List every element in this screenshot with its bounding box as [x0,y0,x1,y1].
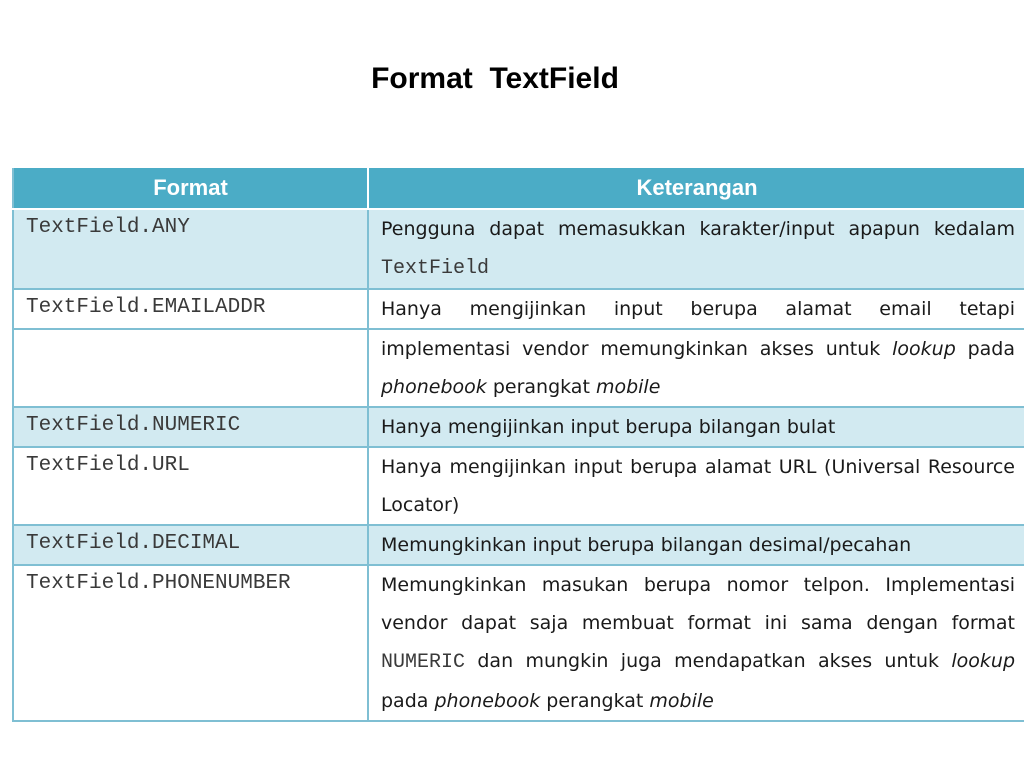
description-text: perangkat [546,690,644,712]
table-row [13,209,1024,289]
description-text: Memungkinkan masukan berupa nomor telpon. Implementasi vendor dapat saja membuat format ini sama dengan format [381,574,1015,634]
description-text: Pengguna dapat memasukkan karakter/input apapun kedalam [381,218,1015,240]
description-text: dan mungkin juga mendapatkan akses untuk [477,650,940,672]
format-cell [13,329,368,407]
format-table [12,168,1024,722]
description-text: Hanya mengijinkan input berupa alamat email tetapi [381,298,1015,320]
table-header-row [13,168,1024,209]
column-header-keterangan: Keterangan [368,168,1024,209]
table-row [13,329,1024,407]
format-cell: TextField.PHONENUMBER [13,565,368,721]
description-italic: lookup [892,338,956,360]
description-cell [368,407,1024,447]
table-row [13,525,1024,565]
description-italic: phonebook [434,690,541,712]
description-cell [368,565,1024,721]
description-text: perangkat [492,376,590,398]
description-cell [368,289,1024,329]
description-italic: mobile [649,690,714,712]
description-text: implementasi vendor memungkinkan akses untuk [381,338,881,360]
description-text: Hanya mengijinkan input berupa bilangan bulat [381,416,836,438]
page-title: Format TextField [371,62,619,95]
format-cell: TextField.URL [13,447,368,525]
column-header-format: Format [13,168,368,209]
format-cell: TextField.ANY [13,209,368,289]
description-cell [368,209,1024,289]
description-text: pada [967,338,1016,360]
description-italic: phonebook [381,376,487,398]
description-code: TextField [381,257,490,280]
description-text: pada [381,690,429,712]
description-text: Memungkinkan input berupa bilangan desimal/pecahan [381,534,912,556]
description-cell [368,447,1024,525]
format-table-container [12,168,1024,722]
description-cell [368,525,1024,565]
table-row [13,565,1024,721]
format-cell: TextField.NUMERIC [13,407,368,447]
format-cell: TextField.DECIMAL [13,525,368,565]
description-text: Hanya mengijinkan input berupa alamat URL (Universal Resource Locator) [381,456,1015,516]
description-italic: mobile [595,376,661,398]
table-row [13,447,1024,525]
description-code: NUMERIC [381,651,466,674]
description-cell [368,329,1024,407]
format-cell: TextField.EMAILADDR [13,289,368,329]
table-row [13,289,1024,329]
description-italic: lookup [951,650,1016,672]
table-row [13,407,1024,447]
